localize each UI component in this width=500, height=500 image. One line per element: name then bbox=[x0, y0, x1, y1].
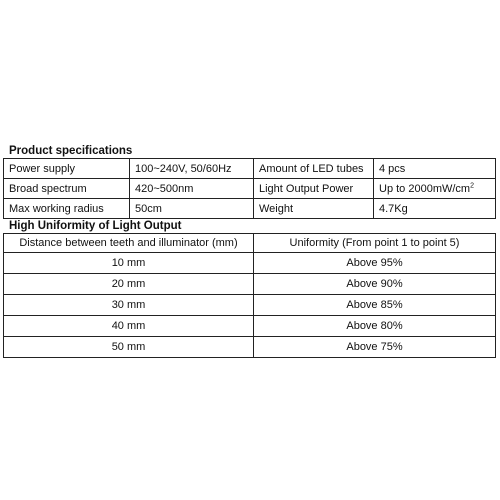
spec-label: Light Output Power bbox=[254, 179, 374, 199]
uniformity-cell: Above 95% bbox=[254, 253, 496, 274]
table-row bbox=[4, 295, 496, 316]
product-specifications-title: Product specifications bbox=[9, 145, 133, 157]
column-header: Distance between teeth and illuminator (mm) bbox=[4, 234, 254, 253]
distance-cell: 20 mm bbox=[4, 274, 254, 295]
spec-label: Power supply bbox=[4, 159, 130, 179]
spec-value bbox=[374, 179, 496, 199]
table-row bbox=[4, 316, 496, 337]
table-row bbox=[4, 253, 496, 274]
spec-label: Broad spectrum bbox=[4, 179, 130, 199]
uniformity-cell: Above 75% bbox=[254, 337, 496, 358]
spec-label: Amount of LED tubes bbox=[254, 159, 374, 179]
product-specifications-table bbox=[3, 158, 496, 219]
spec-value: 50cm bbox=[130, 199, 254, 219]
table-row bbox=[4, 337, 496, 358]
table-row bbox=[4, 179, 496, 199]
spec-value: 4.7Kg bbox=[374, 199, 496, 219]
uniformity-cell: Above 85% bbox=[254, 295, 496, 316]
distance-cell: 30 mm bbox=[4, 295, 254, 316]
table-row bbox=[4, 199, 496, 219]
spec-value-text: Up to 2000mW/cm bbox=[379, 182, 471, 195]
uniformity-cell: Above 80% bbox=[254, 316, 496, 337]
spec-label: Weight bbox=[254, 199, 374, 219]
uniformity-title: High Uniformity of Light Output bbox=[9, 220, 182, 232]
table-header-row bbox=[4, 234, 496, 253]
uniformity-table bbox=[3, 233, 496, 358]
column-header: Uniformity (From point 1 to point 5) bbox=[254, 234, 496, 253]
uniformity-cell: Above 90% bbox=[254, 274, 496, 295]
spec-value: 100~240V, 50/60Hz bbox=[130, 159, 254, 179]
table-row bbox=[4, 159, 496, 179]
table-row bbox=[4, 274, 496, 295]
spec-value-superscript: 2 bbox=[470, 181, 474, 189]
distance-cell: 50 mm bbox=[4, 337, 254, 358]
distance-cell: 10 mm bbox=[4, 253, 254, 274]
distance-cell: 40 mm bbox=[4, 316, 254, 337]
spec-value: 4 pcs bbox=[374, 159, 496, 179]
spec-value: 420~500nm bbox=[130, 179, 254, 199]
spec-document bbox=[3, 144, 495, 358]
spec-label: Max working radius bbox=[4, 199, 130, 219]
